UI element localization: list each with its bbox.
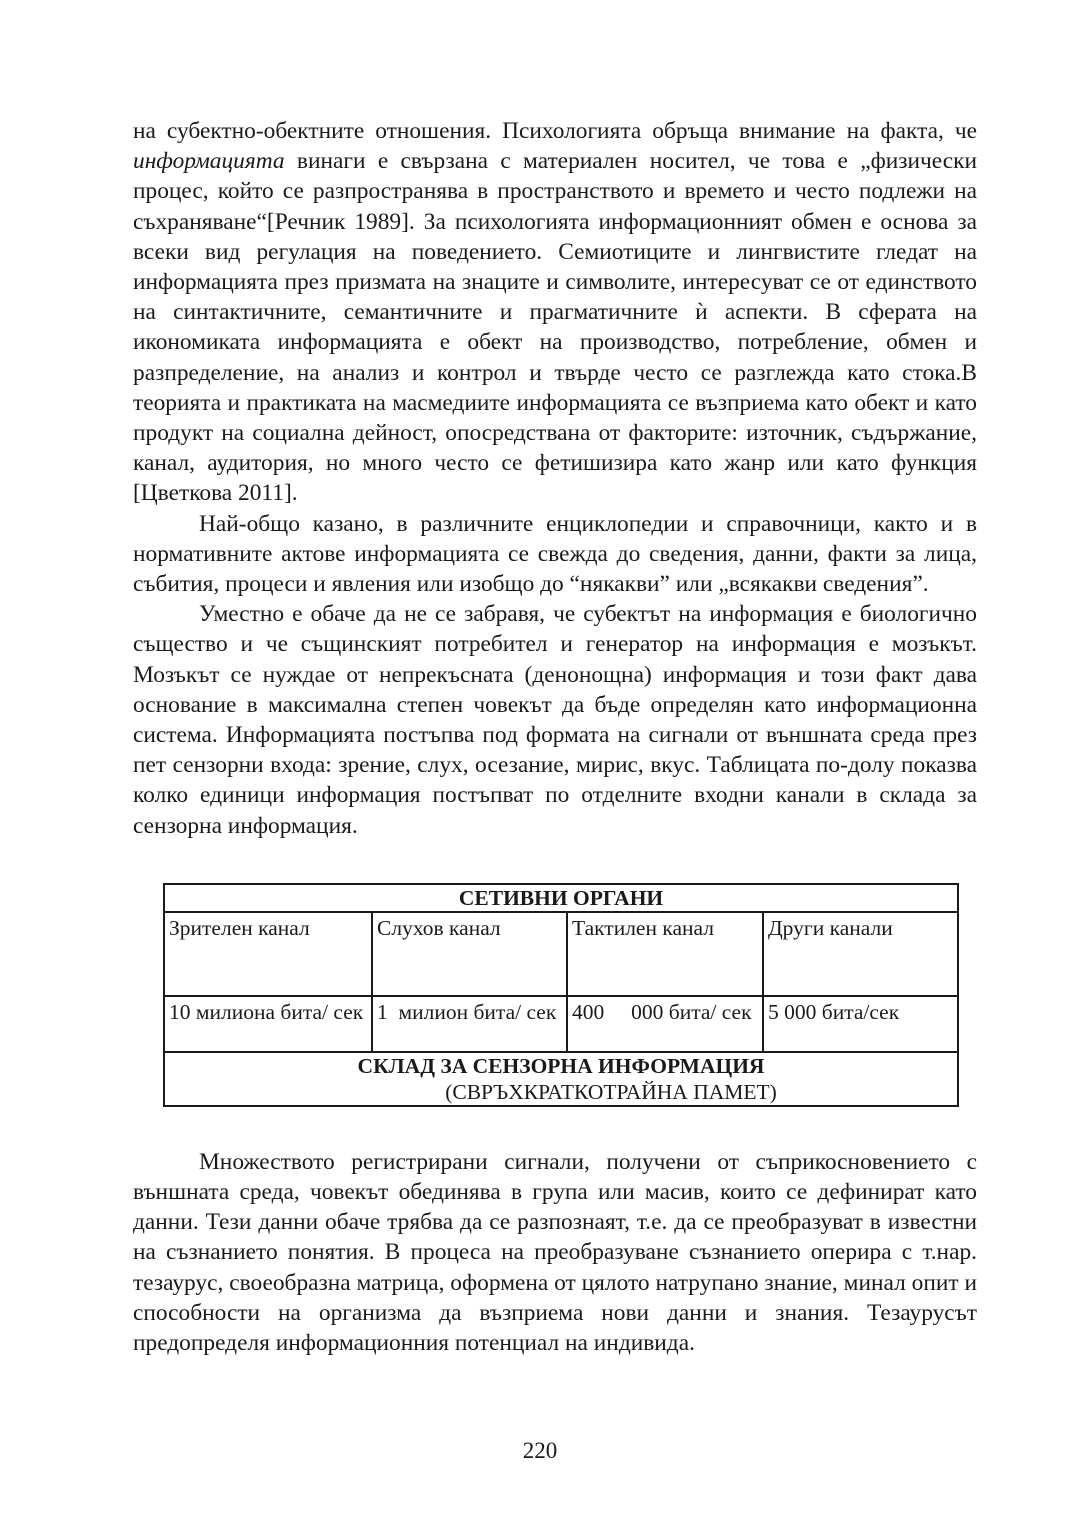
table-footer <box>164 1052 958 1106</box>
sensory-storage-title: СКЛАД ЗА СЕНЗОРНА ИНФОРМАЦИЯ <box>357 1053 765 1078</box>
table-header: СЕТИВНИ ОРГАНИ <box>164 884 958 912</box>
paragraph-1 <box>133 116 977 509</box>
paragraph-2: Най-общо казано, в различните енциклопедии и справочници, както и в нормативните актове информацията се свежда до сведения, данни, факти за лица, събития, процеси и явления или изобщо до “някакви” или „всякакви сведения”. <box>133 510 977 598</box>
channel-label-auditory: Слухов канал <box>372 912 567 996</box>
channel-label-tactile: Тактилен канал <box>567 912 763 996</box>
page-number: 220 <box>522 1438 558 1463</box>
page-body <box>133 116 977 1358</box>
paragraph-4: Множеството регистрирани сигнали, получени от съприкосновението с външната среда, човекът обединява в група или масив, които се дефинират като данни. Тези данни обаче трябва да се разпознаят, т.е. да се преобразуват в известни на съзнанието понятия. В процеса на преобразуване съзнанието оперира с т.нар. тезаурус, своеобразна матрица, оформена от цялото натрупано знание, минал опит и способности на организма да възприема нови данни и знания. Тезаурусът предопределя информационния потенциал на индивида. <box>133 1148 977 1357</box>
channel-label-visual: Зрителен канал <box>164 912 372 996</box>
sensory-channels-table <box>163 883 959 1107</box>
table-footer-row <box>164 1052 958 1106</box>
paragraph-1-part-b: винаги е свързана с материален носител, че това е „физически процес, който се разпространява в пространството и времето и често подлежи на съхраняване“[Речник 1989]. За психологията информационният обмен е основа за всеки вид регулация на поведението. Семиотиците и лингвистите гледат на информацията през призмата на знаците и символите, интересуват се от единството на синтактичните, семантичните и прагматичните ѝ аспекти. В сферата на икономиката информацията е обект на производство, потребление, обмен и разпределение, на анализ и контрол и твърде често се разглежда като стока.В теорията и практиката на масмедиите информацията се възприема като обект и като продукт на социална дейност, опосредствана от факторите: източник, съдържание, канал, аудитория, но много често се фетишизира като жанр или като функция [Цветкова 2011]. <box>133 148 977 507</box>
channel-value-tactile: 400 000 бита/ сек <box>567 996 763 1052</box>
paragraph-3: Уместно е обаче да не се забравя, че субектът на информация е биологично същество и че същинският потребител и генератор на информация е мозъкът. Мозъкът се нуждае от непрекъсната (денонощна) информация и този факт дава основание в максимална степен човекът да бъде определян като информационна система. Информацията постъпва под формата на сигнали от външната среда през пет сензорни входа: зрение, слух, осезание, мирис, вкус. Таблицата по-долу показва колко единици информация постъпват по отделните входни канали в склада за сензорна информация. <box>133 601 977 839</box>
channel-label-other: Други канали <box>763 912 958 996</box>
table-row-values <box>164 996 958 1052</box>
channel-value-other: 5 000 бита/сек <box>763 996 958 1052</box>
table-header-row <box>164 884 958 912</box>
paragraph-1-italic-term: информацията <box>133 148 285 175</box>
channel-value-visual: 10 милиона бита/ сек <box>164 996 372 1052</box>
table-row-labels <box>164 912 958 996</box>
sensory-table-wrapper <box>163 883 957 1107</box>
paragraph-1-part-a: на субектно-обектните отношения. Психологията обръща внимание на факта, че <box>133 118 977 144</box>
channel-value-auditory: 1 милион бита/ сек <box>372 996 567 1052</box>
sensory-storage-subtitle: (СВРЪХКРАТКОТРАЙНА ПАМЕТ) <box>445 1079 777 1104</box>
